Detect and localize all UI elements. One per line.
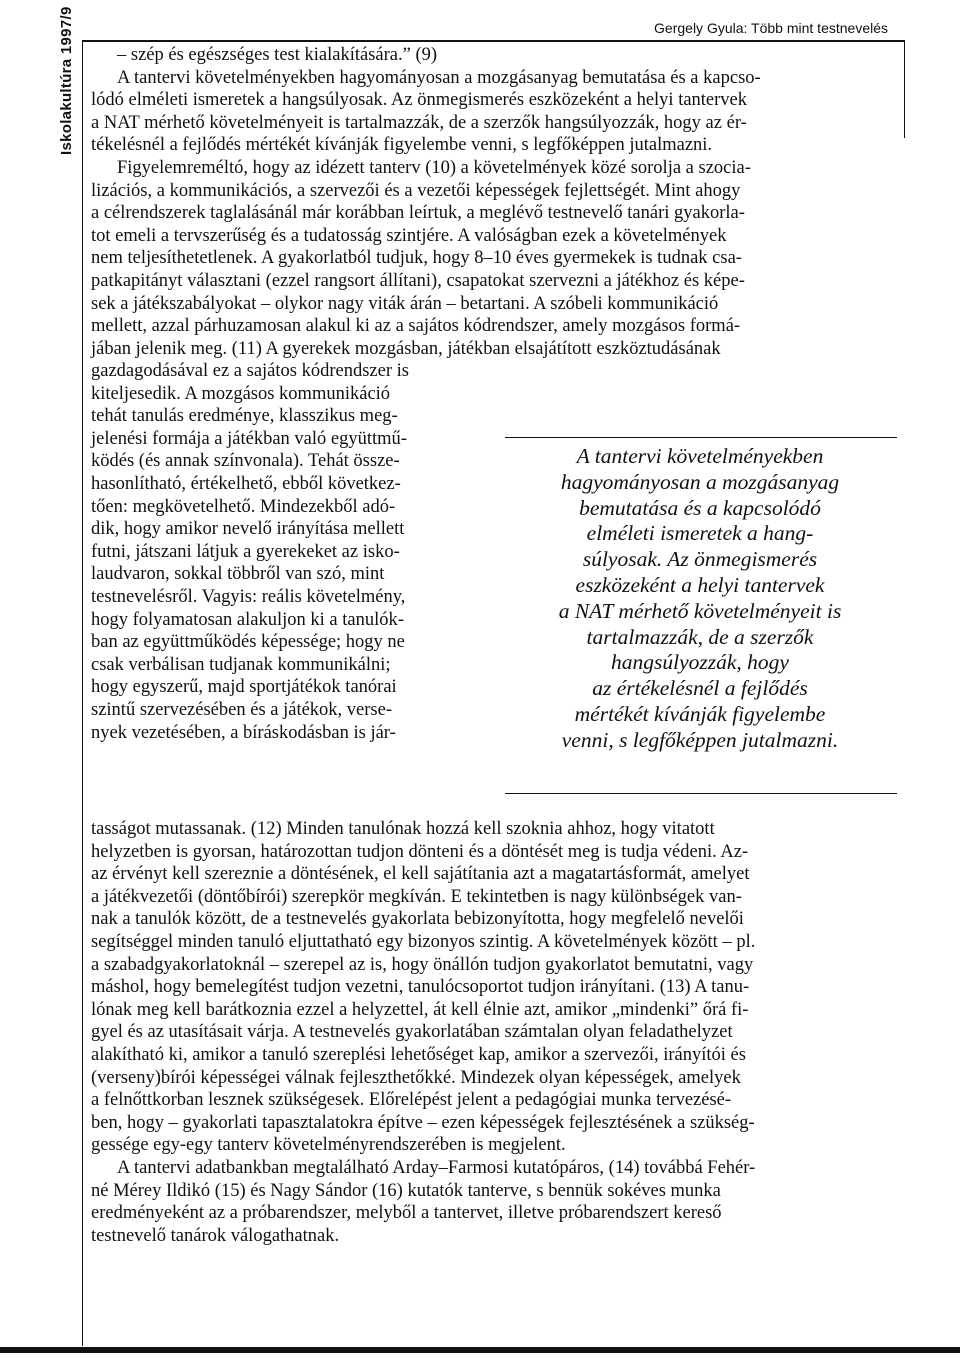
body-line: sek a játékszabályokat – olykor nagy viták árán – betartani. A szóbeli kommunikáció [91, 293, 719, 314]
body-line: patkapitányt választani (ezzel rangsort állítani), csapatokat szervezni a játékhoz és képe- [91, 270, 745, 291]
body-line: csak verbálisan tudjanak kommunikálni; [91, 654, 391, 675]
body-line: tehát tanulás eredménye, klasszikus meg- [91, 406, 398, 427]
body-line: a szabadgyakorlatoknál – szerepel az is, hogy önállón tudjon gyakorlatot bemutatni, vagy [91, 954, 754, 975]
body-line: laudvaron, sokkal többről van szó, mint [91, 564, 385, 585]
body-line: jában jelenik meg. (11) A gyerekek mozgásban, játékban elsajátított eszköztudásának [91, 338, 721, 359]
body-line: testnevelésről. Vagyis: reális követelmény, [91, 586, 406, 607]
body-line: ban az együttműködés képessége; hogy ne [91, 632, 405, 653]
body-line: az érvényt kell szereznie a döntésének, el kell sajátítania azt a magatartásformát, amelyet [91, 864, 750, 885]
body-line: tően: megkövetelhető. Mindezekből adó- [91, 496, 396, 517]
body-text-bottom [91, 818, 901, 1247]
body-line: kiteljesedik. A mozgásos kommunikáció [91, 383, 391, 404]
body-line: alakítható ki, amikor a tanuló szereplési lehetőséget kap, amikor a szervezői, irányítói és [91, 1044, 746, 1065]
body-line: mellett, azzal párhuzamosan alakul ki az a sajátos kódrendszer, amely mozgásos formá- [91, 316, 741, 337]
body-line: a játékvezetői (döntőbírói) szerepkör megkíván. E tekintetben is nagy különbségek van- [91, 886, 742, 907]
pull-quote-line: súlyosak. Az önmegismerés [582, 547, 818, 572]
pull-quote-bottom-rule [505, 793, 897, 794]
body-line: Figyelemreméltó, hogy az idézett tanterv (10) a követelmények közé sorolja a szocia- [117, 157, 751, 178]
pull-quote-line: eszközeként a helyi tantervek [575, 572, 825, 597]
body-line: tot emeli a tervszerűség és a tudatosság szintjére. A valóságban ezek a követelmények [91, 225, 727, 246]
body-line: nyek vezetésében, a bíráskodásban is jár- [91, 722, 396, 743]
header-rule [82, 40, 904, 42]
body-line: gazdagodásával ez a sajátos kódrendszer is [91, 361, 409, 381]
body-line: lizációs, a kommunikációs, a szervezői és a vezetői képességek fejlettségét. Mint ahogy [91, 180, 741, 201]
body-line: jelenési formája a játékban való együttmű- [91, 428, 407, 449]
body-text-narrow [91, 360, 491, 744]
footer-rule [0, 1347, 960, 1353]
body-line: hasonlítható, értékelhető, ebből következ- [91, 473, 401, 494]
left-vertical-rule [82, 40, 83, 1346]
pull-quote-top-rule [505, 437, 897, 438]
body-line: nem teljesíthetetlenek. A gyakorlatból tudjuk, hogy 8–10 éves gyermekek is tudnak csa- [91, 248, 742, 269]
body-line: gessége egy-egy tanterv követelményrendszerében is megjelent. [91, 1135, 566, 1156]
pull-quote-line: elméleti ismeretek a hang- [586, 521, 814, 546]
body-line: segítséggel minden tanuló eljuttatható egy bizonyos szintig. A követelmények között – pl. [91, 931, 756, 952]
body-line: né Mérey Ildikó (15) és Nagy Sándor (16) kutatók tanterve, s bennük sokéves munka [91, 1180, 721, 1201]
body-line: testnevelő tanárok válogathatnak. [91, 1225, 340, 1246]
pull-quote-line: az értékelésnél a fejlődés [592, 676, 808, 701]
pull-quote-line: tartalmazzák, de a szerzők [586, 624, 814, 649]
pull-quote-line: venni, s legfőképpen jutalmazni. [561, 727, 839, 752]
running-head: Gergely Gyula: Több mint testnevelés [654, 20, 888, 36]
body-line: A tantervi követelményekben hagyományosan a mozgásanyag bemutatása és a kapcso- [117, 67, 761, 88]
pull-quote-line: A tantervi követelményekben [576, 444, 824, 468]
journal-side-label: Iskolakultúra 1997/9 [58, 6, 75, 155]
body-line: A tantervi adatbankban megtalálható Arday–Farmosi kutatópáros, (14) továbbá Fehér- [117, 1157, 756, 1178]
body-line: hogy egyszerű, majd sportjátékok tanórai [91, 677, 397, 698]
body-line: ködés (és annak színvonala). Tehát össze- [91, 451, 400, 472]
body-line: dik, hogy amikor nevelő irányítása mellett [91, 519, 405, 540]
pull-quote-line: mértékét kívánják figyelembe [574, 701, 826, 726]
right-vertical-rule [904, 40, 905, 138]
body-line: (verseny)bírói képességei válnak fejleszthetőkké. Mindezek olyan képességek, amelyek [91, 1067, 741, 1088]
body-text-top [91, 44, 901, 360]
body-line: a NAT mérhető követelményeit is tartalmazzák, de a szerzők hangsúlyozzák, hogy az ér- [91, 112, 747, 133]
body-line: lódó elméleti ismeretek a hangsúlyosak. Az önmegismerés eszközeként a helyi tantervek [91, 90, 748, 111]
pull-quote-line: a NAT mérhető követelményeit is [558, 598, 842, 623]
body-line: máshol, hogy bemelegítést tudjon vezetni, tanulócsoportot tudjon irányítani. (13) A tanu- [91, 977, 750, 998]
body-line: szintű szervezésében és a játékok, verse- [91, 699, 392, 720]
body-line: lónak meg kell barátkoznia ezzel a helyzettel, át kell élnie azt, amikor „mindenki” őrá fi- [91, 999, 749, 1020]
pull-quote [500, 444, 900, 754]
pull-quote-line: bemutatása és a kapcsolódó [579, 495, 821, 520]
body-line: hogy folyamatosan alakuljon ki a tanulók- [91, 609, 404, 630]
pull-quote-line: hagyományosan a mozgásanyag [560, 469, 840, 494]
pull-quote-line: hangsúlyozzák, hogy [611, 650, 789, 675]
body-line: helyzetben is gyorsan, határozottan tudjon dönteni és a döntését meg is tudja védeni. Az- [91, 841, 749, 862]
body-line: tékelésnél a fejlődés mértékét kívánják figyelembe venni, s legfőképpen jutalmazni. [91, 135, 713, 156]
body-line: eredményeként az a próbarendszer, melyből a tantervet, illetve próbarendszert kereső [91, 1203, 722, 1224]
body-line: ben, hogy – gyakorlati tapasztalatokra építve – ezen képességek fejlesztésének a szükség- [91, 1112, 755, 1133]
body-line: a felnőttkorban lesznek szükségesek. Előrelépést jelent a pedagógiai munka tervezésé- [91, 1090, 732, 1111]
body-line: – szép és egészséges test kialakítására.” (9) [117, 45, 438, 65]
body-line: a célrendszerek taglalásánál már korábban leírtuk, a meglévő testnevelő tanári gyakorla- [91, 203, 745, 224]
body-line: gyel és az utasításait várja. A testnevelés gyakorlatában számtalan olyan feladathelyzet [91, 1022, 733, 1043]
body-line: nak a tanulók között, de a testnevelés gyakorlata bebizonyította, hogy megfelelő nevelői [91, 909, 744, 930]
body-line: futni, játszani látjuk a gyerekeket az isko- [91, 541, 400, 562]
body-line: tasságot mutassanak. (12) Minden tanulónak hozzá kell szoknia ahhoz, hogy vitatott [91, 819, 715, 839]
